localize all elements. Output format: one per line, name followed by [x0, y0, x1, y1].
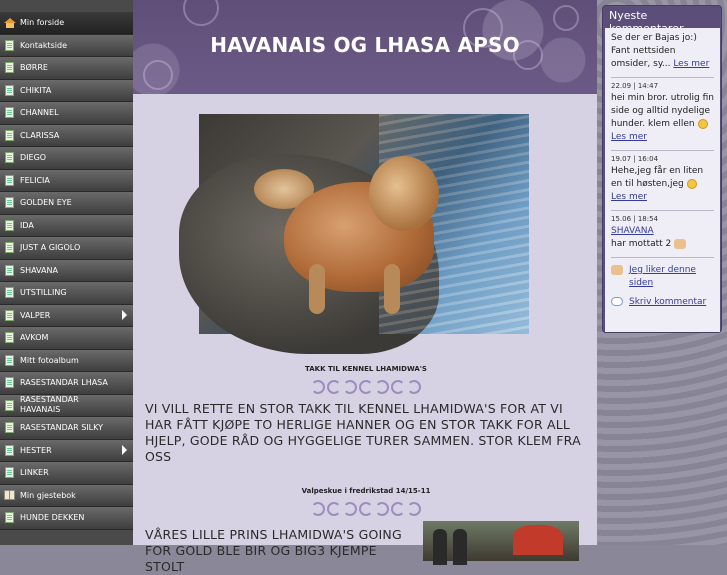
person-shape — [453, 529, 467, 565]
document-icon — [4, 85, 15, 96]
sidebar-item[interactable] — [0, 35, 133, 58]
document-icon — [4, 40, 15, 51]
smiley-icon — [698, 119, 708, 129]
comments-title: Nyeste — [609, 9, 648, 22]
document-icon — [4, 220, 15, 231]
comment-text-wrap — [611, 32, 714, 71]
like-icon — [611, 265, 625, 280]
sidebar-item[interactable] — [0, 12, 133, 35]
sidebar-item[interactable] — [0, 372, 133, 395]
sidebar-item[interactable] — [0, 417, 133, 440]
sidebar-item-label: CLARISSA — [20, 130, 60, 140]
sidebar-item-label: GOLDEN EYE — [20, 198, 72, 208]
sidebar-item-label: VALPER — [20, 310, 51, 320]
sidebar-item-label: Min gjestebok — [20, 490, 76, 500]
sidebar-item[interactable] — [0, 215, 133, 238]
sidebar-nav — [0, 12, 133, 530]
like-page-action[interactable] — [611, 264, 714, 290]
swirl-ornament — [553, 5, 579, 31]
comment-text: Hehe,jeg får en liten en til høsten,jeg — [611, 166, 704, 189]
section-body: VI VILL RETTE EN STOR TAKK TIL KENNEL LHAMIDWA'S FOR AT VI HAR FÅTT KJØPE TO HERLIGE HANNER OG EN STOR TAKK FOR ALL HJELP, GODE RÅD OG HYGGELIGE TURER SAMMEN. STOR KLEM FRA OSS — [145, 401, 581, 464]
sidebar-item[interactable] — [0, 440, 133, 463]
dog-photo[interactable] — [199, 114, 529, 334]
sidebar-item[interactable] — [0, 192, 133, 215]
sidebar-item[interactable] — [0, 57, 133, 80]
sidebar-item[interactable] — [0, 260, 133, 283]
sidebar-item-label: HESTER — [20, 445, 52, 455]
document-icon — [4, 107, 15, 118]
sidebar-item-label: DIEGO — [20, 153, 47, 163]
sidebar-item[interactable] — [0, 305, 133, 328]
sidebar-item-label: BØRRE — [20, 63, 48, 73]
document-icon — [4, 512, 15, 523]
divider-ornament — [291, 501, 441, 517]
comment-bubble-icon — [611, 297, 625, 311]
chevron-right-icon — [122, 310, 127, 320]
swirl-ornament — [143, 60, 173, 90]
sidebar-item-label: FELICIA — [20, 175, 50, 185]
sidebar-item-label: LINKER — [20, 468, 49, 478]
document-icon — [4, 400, 15, 411]
comment-text: hei min bror. utrolig fin side og alltid nydelige hunder. klem ellen — [611, 93, 714, 129]
comment-item — [611, 78, 714, 151]
comment-item — [611, 151, 714, 211]
document-icon — [4, 355, 15, 366]
chevron-right-icon — [122, 445, 127, 455]
document-icon — [4, 130, 15, 141]
document-icon — [4, 310, 15, 321]
read-more-link[interactable]: Les mer — [611, 192, 647, 202]
article — [133, 94, 597, 575]
home-icon — [4, 17, 15, 28]
swirl-ornament — [183, 0, 219, 26]
comment-actions — [611, 258, 714, 311]
section-title: TAKK TIL KENNEL LHAMIDWA'S — [305, 365, 427, 373]
header-banner — [133, 0, 597, 94]
document-icon — [4, 175, 15, 186]
like-page-link[interactable]: Jeg liker denne siden — [629, 265, 696, 288]
thumbs-up-icon — [674, 239, 686, 249]
document-icon — [4, 197, 15, 208]
sidebar-item[interactable] — [0, 80, 133, 103]
document-icon — [4, 332, 15, 343]
document-icon — [4, 445, 15, 456]
smiley-icon — [687, 179, 697, 189]
sidebar-item-label: RASESTANDAR LHASA — [20, 378, 108, 388]
sidebar-item-label: UTSTILLING — [20, 288, 67, 298]
sidebar-item-label: JUST A GIGOLO — [20, 243, 81, 253]
sidebar-item-label: Mitt fotoalbum — [20, 355, 79, 365]
divider-ornament — [291, 379, 441, 395]
sidebar-item-label: IDA — [20, 220, 34, 230]
comment-timestamp: 19.07 | 16:04 — [611, 155, 659, 163]
sidebar-item[interactable] — [0, 237, 133, 260]
dog-leg-shape — [384, 264, 400, 314]
comment-item — [611, 28, 714, 78]
sidebar-item-label: RASESTANDAR HAVANAIS — [20, 395, 79, 415]
comment-text-wrap — [611, 165, 714, 204]
dog-leg-shape — [309, 264, 325, 314]
document-icon — [4, 422, 15, 433]
sidebar-item[interactable] — [0, 462, 133, 485]
sidebar-item[interactable] — [0, 507, 133, 530]
sidebar-item[interactable] — [0, 395, 133, 418]
write-comment-link[interactable]: Skriv kommentar — [629, 297, 707, 307]
document-icon — [4, 152, 15, 163]
comments-panel — [602, 5, 722, 333]
featured-photo — [199, 114, 529, 343]
document-icon — [4, 467, 15, 478]
comment-text-wrap — [611, 92, 714, 144]
comment-text: Se der er Bajas jo:) Fant nettsiden omsider, sy... — [611, 33, 697, 69]
dog-head-shape — [369, 156, 439, 231]
sidebar-item[interactable] — [0, 170, 133, 193]
tent-shape — [513, 525, 563, 555]
sidebar-item[interactable] — [0, 147, 133, 170]
comments-list — [605, 28, 720, 332]
comment-author-link[interactable]: SHAVANA — [611, 226, 654, 236]
comment-text-wrap — [611, 225, 714, 251]
sidebar-item-label: AVKOM — [20, 333, 49, 343]
sidebar-item-label: SHAVANA — [20, 265, 58, 275]
document-icon — [4, 62, 15, 73]
comment-text: har mottatt 2 — [611, 239, 672, 249]
sidebar-item[interactable] — [0, 327, 133, 350]
main-content — [133, 0, 597, 574]
read-more-link[interactable]: Les mer — [611, 132, 647, 142]
sidebar-item[interactable] — [0, 102, 133, 125]
read-more-link[interactable]: Les mer — [673, 59, 710, 69]
sidebar-item[interactable] — [0, 485, 133, 508]
comment-timestamp: 15.06 | 18:54 — [611, 215, 659, 223]
sidebar-item[interactable] — [0, 350, 133, 373]
sidebar-item-label: HUNDE DEKKEN — [20, 513, 85, 523]
section-title: Valpeskue i fredrikstad 14/15-11 — [301, 487, 431, 495]
sidebar-item-label: Kontaktside — [20, 40, 68, 50]
sidebar-item-label: Min forside — [20, 18, 65, 28]
comment-timestamp: 22.09 | 14:47 — [611, 82, 659, 90]
sidebar-item[interactable] — [0, 125, 133, 148]
sidebar-item-label: CHANNEL — [20, 108, 59, 118]
section-body: VÅRES LILLE PRINS LHAMIDWA'S GOING FOR GOLD BLE BIR OG BIG3 KJEMPE STOLT — [145, 527, 402, 574]
sidebar-item-label: CHIKITA — [20, 85, 52, 95]
sidebar-item-label: RASESTANDAR SILKY — [20, 423, 103, 433]
comment-item — [611, 211, 714, 258]
document-icon — [4, 265, 15, 276]
book-icon — [4, 490, 15, 501]
site-title: HAVANAIS OG LHASA APSO — [210, 33, 520, 57]
document-icon — [4, 287, 15, 298]
document-icon — [4, 377, 15, 388]
write-comment-action[interactable] — [611, 296, 714, 311]
sidebar-item[interactable] — [0, 282, 133, 305]
document-icon — [4, 242, 15, 253]
person-shape — [433, 529, 447, 565]
show-photo[interactable] — [423, 521, 579, 561]
